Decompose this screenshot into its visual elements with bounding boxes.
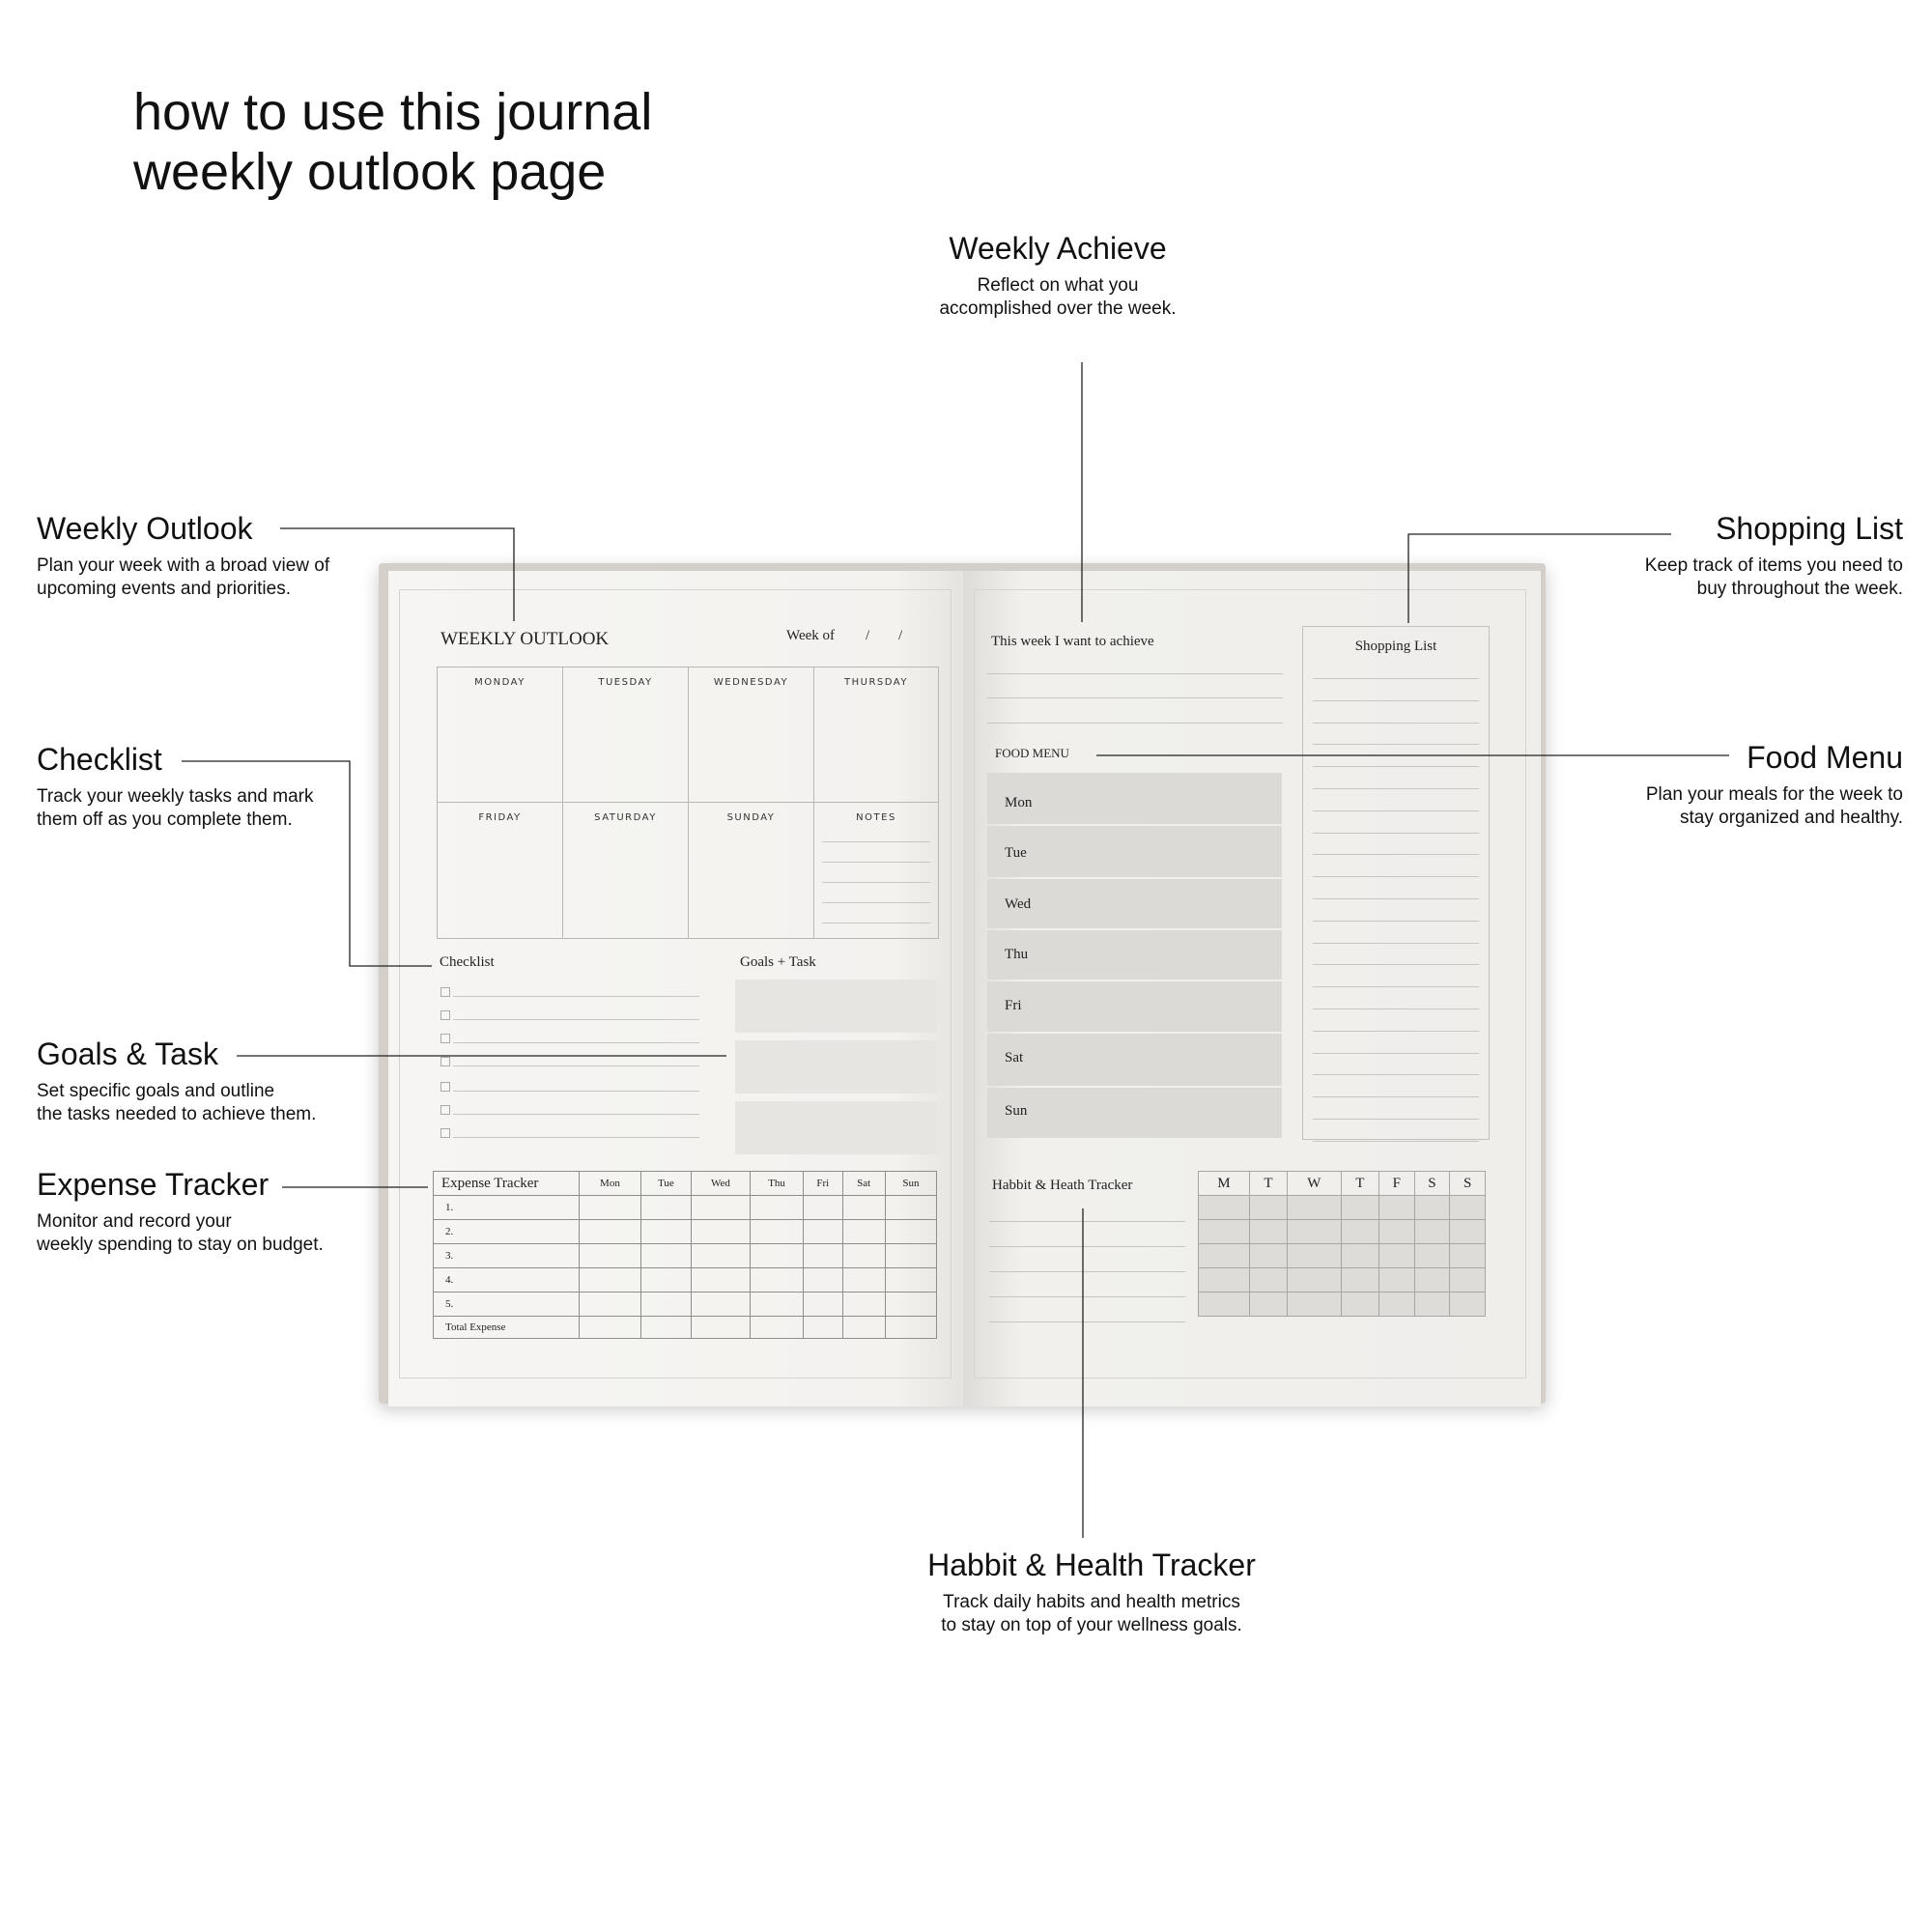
expense-cell[interactable] [885,1244,936,1268]
expense-cell[interactable] [804,1317,843,1339]
expense-cell[interactable] [640,1196,691,1220]
expense-cell[interactable] [804,1196,843,1220]
day-label: WEDNESDAY [713,677,789,688]
expense-cell[interactable] [804,1244,843,1268]
habit-day-header: T [1249,1172,1287,1196]
table-row [434,1293,937,1317]
expense-day-header: Wed [691,1172,750,1196]
expense-cell[interactable] [842,1196,885,1220]
habit-cell[interactable] [1288,1196,1342,1220]
annotation-food-menu [1646,739,1903,830]
expense-cell[interactable] [580,1293,641,1317]
expense-row-label: 1. [434,1196,580,1220]
annotation-desc: Track your weekly tasks and mark [37,786,314,807]
calendar-cell-sunday[interactable] [689,803,814,938]
food-menu-row[interactable] [987,879,1282,928]
shopping-line [1313,986,1479,987]
annotation-habit-tracker [869,1547,1314,1637]
expense-cell[interactable] [691,1293,750,1317]
food-menu-row[interactable] [987,826,1282,877]
habit-cell[interactable] [1414,1268,1450,1293]
expense-row-label: 3. [434,1244,580,1268]
habit-cell[interactable] [1288,1220,1342,1244]
expense-cell[interactable] [842,1317,885,1339]
shopping-line [1313,833,1479,834]
expense-cell[interactable] [751,1268,804,1293]
annotation-desc: Plan your week with a broad view of [37,555,330,576]
day-label: SATURDAY [594,812,657,823]
habit-cell[interactable] [1341,1196,1378,1220]
achieve-title: This week I want to achieve [991,634,1154,649]
habit-day-header: W [1288,1172,1342,1196]
food-menu-row[interactable] [987,773,1282,824]
table-row [1199,1196,1486,1220]
table-row [434,1196,937,1220]
page-title [133,82,652,202]
expense-row-label: 2. [434,1220,580,1244]
annotation-title: Expense Tracker [37,1167,270,1202]
expense-day-header: Mon [580,1172,641,1196]
annotation-desc: stay organized and healthy. [1680,808,1903,828]
calendar-cell-friday[interactable] [438,803,563,938]
expense-cell[interactable] [885,1220,936,1244]
checklist-line [453,1137,699,1138]
checklist-line [453,1091,699,1092]
table-row [1199,1220,1486,1244]
table-row [434,1244,937,1268]
habit-cell[interactable] [1199,1293,1250,1317]
expense-cell[interactable] [580,1268,641,1293]
goal-box[interactable] [735,980,937,1033]
checklist-items [440,985,710,1150]
shopping-line [1313,723,1479,724]
habit-day-header: F [1378,1172,1414,1196]
expense-day-header: Fri [804,1172,843,1196]
habit-tracker-title: Habbit & Heath Tracker [992,1178,1133,1193]
shopping-line [1313,1119,1479,1120]
expense-cell[interactable] [885,1317,936,1339]
goal-box[interactable] [735,1101,937,1154]
table-row [1199,1293,1486,1317]
shopping-line [1313,788,1479,789]
habit-cell[interactable] [1249,1268,1287,1293]
weekly-outlook-title: WEEKLY OUTLOOK [440,629,610,649]
expense-tracker-table [433,1171,937,1339]
shopping-line [1313,700,1479,701]
food-menu-day: Fri [1005,998,1022,1013]
shopping-line [1313,854,1479,855]
annotation-desc: to stay on top of your wellness goals. [941,1615,1242,1635]
habit-cell[interactable] [1414,1220,1450,1244]
annotation-desc: weekly spending to stay on budget. [37,1235,324,1255]
habit-day-header: S [1450,1172,1486,1196]
food-menu-block [987,773,1282,1138]
habit-cell[interactable] [1378,1268,1414,1293]
habit-cell[interactable] [1450,1268,1486,1293]
goal-box[interactable] [735,1040,937,1094]
habit-cell[interactable] [1341,1293,1378,1317]
expense-cell[interactable] [751,1317,804,1339]
day-label: FRIDAY [478,812,522,823]
habit-cell[interactable] [1378,1293,1414,1317]
habit-cell[interactable] [1378,1220,1414,1244]
habit-cell[interactable] [1341,1244,1378,1268]
checkbox[interactable] [440,1057,450,1066]
table-row [434,1220,937,1244]
expense-day-header: Sat [842,1172,885,1196]
habit-grid [1198,1171,1486,1317]
expense-cell[interactable] [691,1244,750,1268]
shopping-line [1313,898,1479,899]
expense-cell[interactable] [751,1196,804,1220]
page-title-line-1: how to use this journal [133,83,653,141]
expense-cell[interactable] [640,1244,691,1268]
food-menu-day: Wed [1005,896,1032,912]
annotation-desc: upcoming events and priorities. [37,579,291,599]
habit-day-header: M [1199,1172,1250,1196]
annotation-weekly-outlook [37,510,329,601]
food-menu-day: Tue [1005,845,1027,861]
habit-day-header: S [1414,1172,1450,1196]
annotation-checklist [37,741,314,832]
shopping-line [1313,876,1479,877]
habit-cell[interactable] [1249,1244,1287,1268]
checklist-title: Checklist [440,954,495,970]
habit-cell[interactable] [1199,1268,1250,1293]
expense-cell[interactable] [885,1268,936,1293]
notes-line [822,882,930,883]
habit-cell[interactable] [1199,1220,1250,1244]
expense-cell[interactable] [691,1196,750,1220]
week-of-slash: / [866,628,870,643]
expense-cell[interactable] [580,1220,641,1244]
annotation-title: Checklist [37,742,162,777]
shopping-line [1313,1074,1479,1075]
habit-cell[interactable] [1341,1220,1378,1244]
habit-line [989,1221,1185,1222]
expense-day-header: Thu [751,1172,804,1196]
annotation-desc: buy throughout the week. [1696,579,1903,599]
checklist-line [453,996,699,997]
expense-cell[interactable] [842,1220,885,1244]
day-label: THURSDAY [844,677,908,688]
expense-cell[interactable] [842,1244,885,1268]
annotation-desc: Monitor and record your [37,1211,232,1232]
habit-cell[interactable] [1249,1220,1287,1244]
annotation-title: Shopping List [1716,511,1903,546]
achieve-line [987,723,1283,724]
checklist-line [453,1065,699,1066]
weekly-calendar-grid [437,667,939,939]
calendar-cell-wednesday[interactable] [689,668,814,803]
expense-cell[interactable] [691,1317,750,1339]
notes-line [822,902,930,903]
annotation-desc: Plan your meals for the week to [1645,784,1903,805]
expense-day-header: Sun [885,1172,936,1196]
habit-cell[interactable] [1199,1196,1250,1220]
habit-cell[interactable] [1378,1196,1414,1220]
habit-cell[interactable] [1288,1293,1342,1317]
expense-total-label: Total Expense [434,1317,580,1339]
habit-cell[interactable] [1450,1220,1486,1244]
habit-line [989,1271,1185,1272]
expense-cell[interactable] [640,1268,691,1293]
checkbox[interactable] [440,1034,450,1043]
habit-cell[interactable] [1414,1244,1450,1268]
habit-cell[interactable] [1450,1244,1486,1268]
notes-line [822,862,930,863]
expense-day-header: Tue [640,1172,691,1196]
food-menu-row[interactable] [987,930,1282,980]
annotation-title: Goals & Task [37,1037,218,1071]
expense-row-label: 5. [434,1293,580,1317]
shopping-line [1313,766,1479,767]
table-row [1199,1268,1486,1293]
day-label: MONDAY [474,677,526,688]
expense-cell[interactable] [580,1196,641,1220]
habit-cell[interactable] [1341,1268,1378,1293]
habit-cell[interactable] [1249,1196,1287,1220]
food-menu-title: FOOD MENU [995,746,1069,760]
habit-cell[interactable] [1450,1196,1486,1220]
annotation-desc: Track daily habits and health metrics [943,1592,1240,1612]
checkbox[interactable] [440,987,450,997]
habit-day-header: T [1341,1172,1378,1196]
shopping-line [1313,943,1479,944]
expense-cell[interactable] [751,1244,804,1268]
checkbox[interactable] [440,1105,450,1115]
checkbox[interactable] [440,1128,450,1138]
shopping-line [1313,678,1479,679]
habit-cell[interactable] [1288,1268,1342,1293]
expense-cell[interactable] [751,1220,804,1244]
shopping-line [1313,964,1479,965]
week-of-label: Week of [786,628,836,643]
expense-cell[interactable] [580,1244,641,1268]
calendar-cell-tuesday[interactable] [563,668,689,803]
expense-cell[interactable] [691,1220,750,1244]
habit-line [989,1321,1185,1322]
food-menu-day: Sat [1005,1050,1024,1065]
expense-cell[interactable] [640,1220,691,1244]
shopping-line [1313,921,1479,922]
shopping-list-box [1302,626,1490,1140]
achieve-line [987,673,1283,674]
annotation-desc: Reflect on what you [977,275,1139,296]
habit-line [989,1246,1185,1247]
calendar-cell-saturday[interactable] [563,803,689,938]
table-row [1199,1244,1486,1268]
checklist-line [453,1114,699,1115]
page-title-line-2: weekly outlook page [133,143,607,201]
shopping-line [1313,1141,1479,1142]
expense-cell[interactable] [885,1293,936,1317]
expense-cell[interactable] [751,1293,804,1317]
annotation-shopping-list [1645,510,1903,601]
day-label: NOTES [856,812,896,823]
food-menu-day: Thu [1005,947,1029,962]
food-menu-row[interactable] [987,1088,1282,1138]
expense-cell[interactable] [580,1317,641,1339]
annotation-desc: Set specific goals and outline [37,1081,275,1101]
shopping-line [1313,1053,1479,1054]
day-label: TUESDAY [598,677,653,688]
checklist-line [453,1042,699,1043]
expense-cell[interactable] [804,1220,843,1244]
expense-cell[interactable] [640,1317,691,1339]
shopping-line [1313,1031,1479,1032]
calendar-cell-notes[interactable] [814,803,938,938]
expense-row-label: 4. [434,1268,580,1293]
annotation-goals-task [37,1036,316,1126]
expense-cell[interactable] [640,1293,691,1317]
calendar-cell-thursday[interactable] [814,668,938,803]
annotation-title: Habbit & Health Tracker [927,1548,1256,1582]
annotation-desc: them off as you complete them. [37,810,293,830]
week-of-slash: / [898,628,903,643]
habit-line [989,1296,1185,1297]
checkbox[interactable] [440,1082,450,1092]
habit-cell[interactable] [1249,1293,1287,1317]
annotation-desc: Keep track of items you need to [1644,555,1903,576]
checklist-line [453,1019,699,1020]
annotation-title: Weekly Achieve [949,231,1167,266]
expense-cell[interactable] [842,1293,885,1317]
achieve-line [987,697,1283,698]
food-menu-row[interactable] [987,981,1282,1032]
table-row [434,1317,937,1339]
annotation-desc: the tasks needed to achieve them. [37,1104,317,1124]
food-menu-day: Sun [1005,1103,1028,1119]
shopping-list-title: Shopping List [1354,639,1437,654]
annotation-weekly-achieve [908,230,1208,321]
habit-cell[interactable] [1378,1244,1414,1268]
food-menu-row[interactable] [987,1034,1282,1086]
habit-cell[interactable] [1414,1196,1450,1220]
expense-cell[interactable] [842,1268,885,1293]
annotation-expense-tracker [37,1166,324,1257]
notes-line [822,841,930,842]
annotation-title: Food Menu [1747,740,1903,775]
annotation-title: Weekly Outlook [37,511,253,546]
expense-cell[interactable] [804,1268,843,1293]
shopping-line [1313,810,1479,811]
table-row [434,1268,937,1293]
annotation-desc: accomplished over the week. [939,298,1177,319]
expense-tracker-title: Expense Tracker [434,1172,580,1196]
day-label: SUNDAY [726,812,776,823]
expense-cell[interactable] [885,1196,936,1220]
habit-cell[interactable] [1288,1244,1342,1268]
habit-cell[interactable] [1414,1293,1450,1317]
checkbox[interactable] [440,1010,450,1020]
expense-cell[interactable] [691,1268,750,1293]
shopping-line [1313,1096,1479,1097]
calendar-cell-monday[interactable] [438,668,563,803]
shopping-line [1313,744,1479,745]
expense-cell[interactable] [804,1293,843,1317]
goals-task-title: Goals + Task [740,954,816,970]
habit-cell[interactable] [1450,1293,1486,1317]
food-menu-day: Mon [1005,795,1033,810]
habit-cell[interactable] [1199,1244,1250,1268]
